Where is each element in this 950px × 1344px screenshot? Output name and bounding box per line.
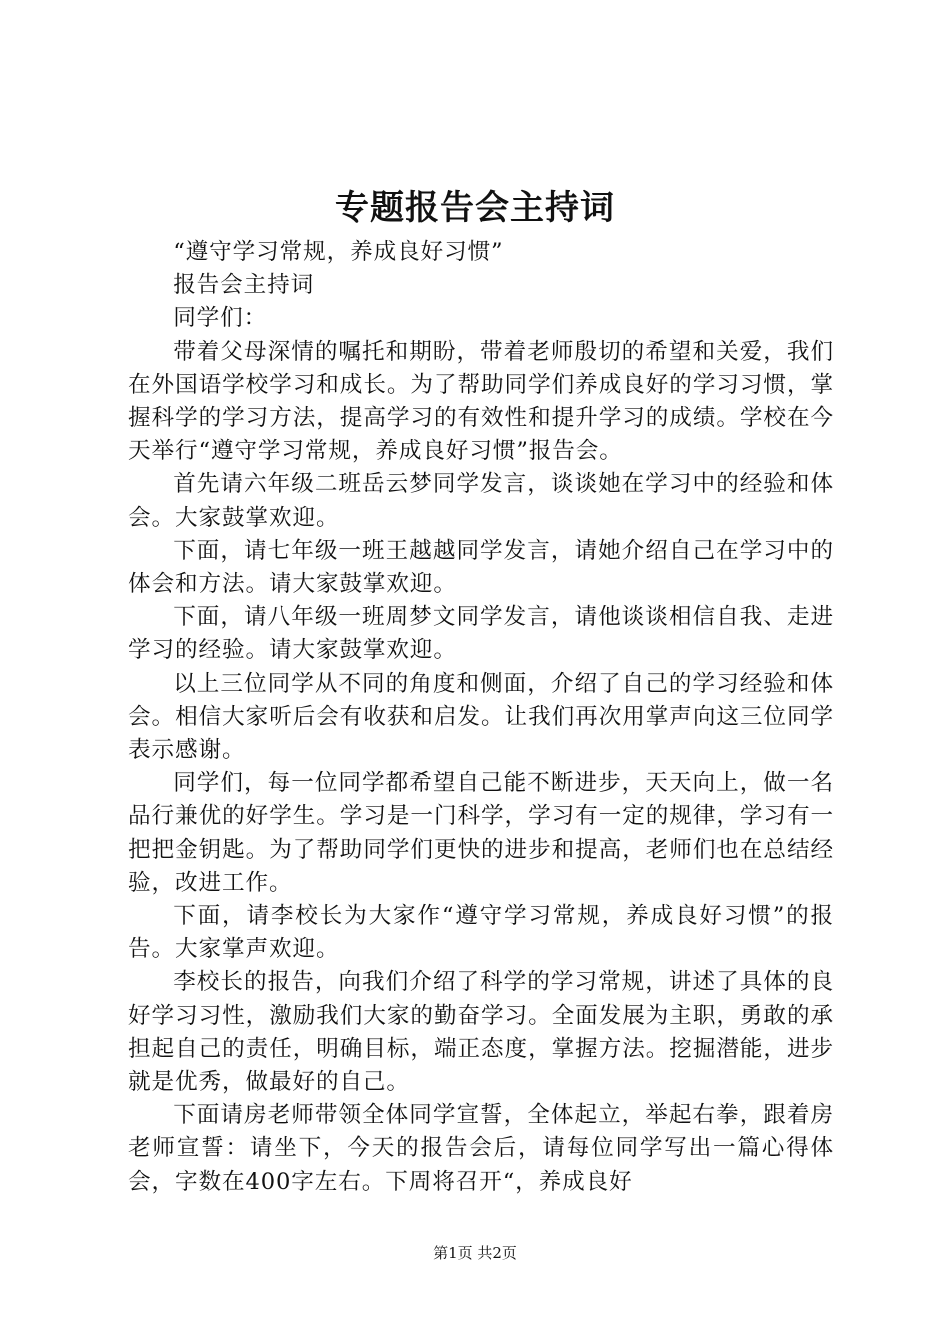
document-title: 专题报告会主持词 bbox=[335, 188, 615, 228]
paragraph: 同学们，每一位同学都希望自己能不断进步，天天向上，做一名品行兼优的好学生。学习是一门科学，学习有一定的规律，学习有一把把金钥匙。为了帮助同学们更快的进步和提高，老师们也在总结经验，改进工作。 bbox=[128, 770, 834, 896]
page-footer: 第1页 共2页 bbox=[433, 1244, 517, 1262]
paragraph: 李校长的报告，向我们介绍了科学的学习常规，讲述了具体的良好学习习性，激励我们大家的勤奋学习。全面发展为主职，勇敢的承担起自己的责任，明确目标，端正态度，掌握方法。挖掘潜能，进步就是优秀，做最好的自己。 bbox=[128, 969, 834, 1096]
document-body bbox=[128, 236, 834, 1199]
paragraph: 下面，请七年级一班王越越同学发言，请她介绍自己在学习中的体会和方法。请大家鼓掌欢迎。 bbox=[128, 537, 834, 598]
paragraph: 以上三位同学从不同的角度和侧面，介绍了自己的学习经验和体会。相信大家听后会有收获和启发。让我们再次用掌声向这三位同学表示感谢。 bbox=[128, 670, 834, 764]
paragraph: 下面，请李校长为大家作“遵守学习常规，养成良好习惯”的报告。大家掌声欢迎。 bbox=[128, 903, 834, 963]
paragraph-subtitle: “遵守学习常规，养成良好习惯” bbox=[173, 239, 504, 265]
paragraph-heading: 报告会主持词 bbox=[173, 272, 315, 299]
paragraph-salutation: 同学们： bbox=[173, 305, 268, 332]
paragraph: 下面，请八年级一班周梦文同学发言，请他谈谈相信自我、走进学习的经验。请大家鼓掌欢迎。 bbox=[128, 604, 834, 664]
paragraph: 首先请六年级二班岳云梦同学发言，谈谈她在学习中的经验和体会。大家鼓掌欢迎。 bbox=[128, 471, 834, 531]
paragraph: 带着父母深情的嘱托和期盼，带着老师殷切的希望和关爱，我们在外国语学校学习和成长。为了帮助同学们养成良好的学习习惯，掌握科学的学习方法，提高学习的有效性和提升学习的成绩。学校在今天举行“遵守学习常规，养成良好习惯”报告会。 bbox=[128, 338, 834, 465]
paragraph: 下面请房老师带领全体同学宣誓，全体起立，举起右拳，跟着房老师宣誓：请坐下，今天的报告会后，请每位同学写出一篇心得体会，字数在400字左右。下周将召开“，养成良好 bbox=[128, 1102, 834, 1195]
